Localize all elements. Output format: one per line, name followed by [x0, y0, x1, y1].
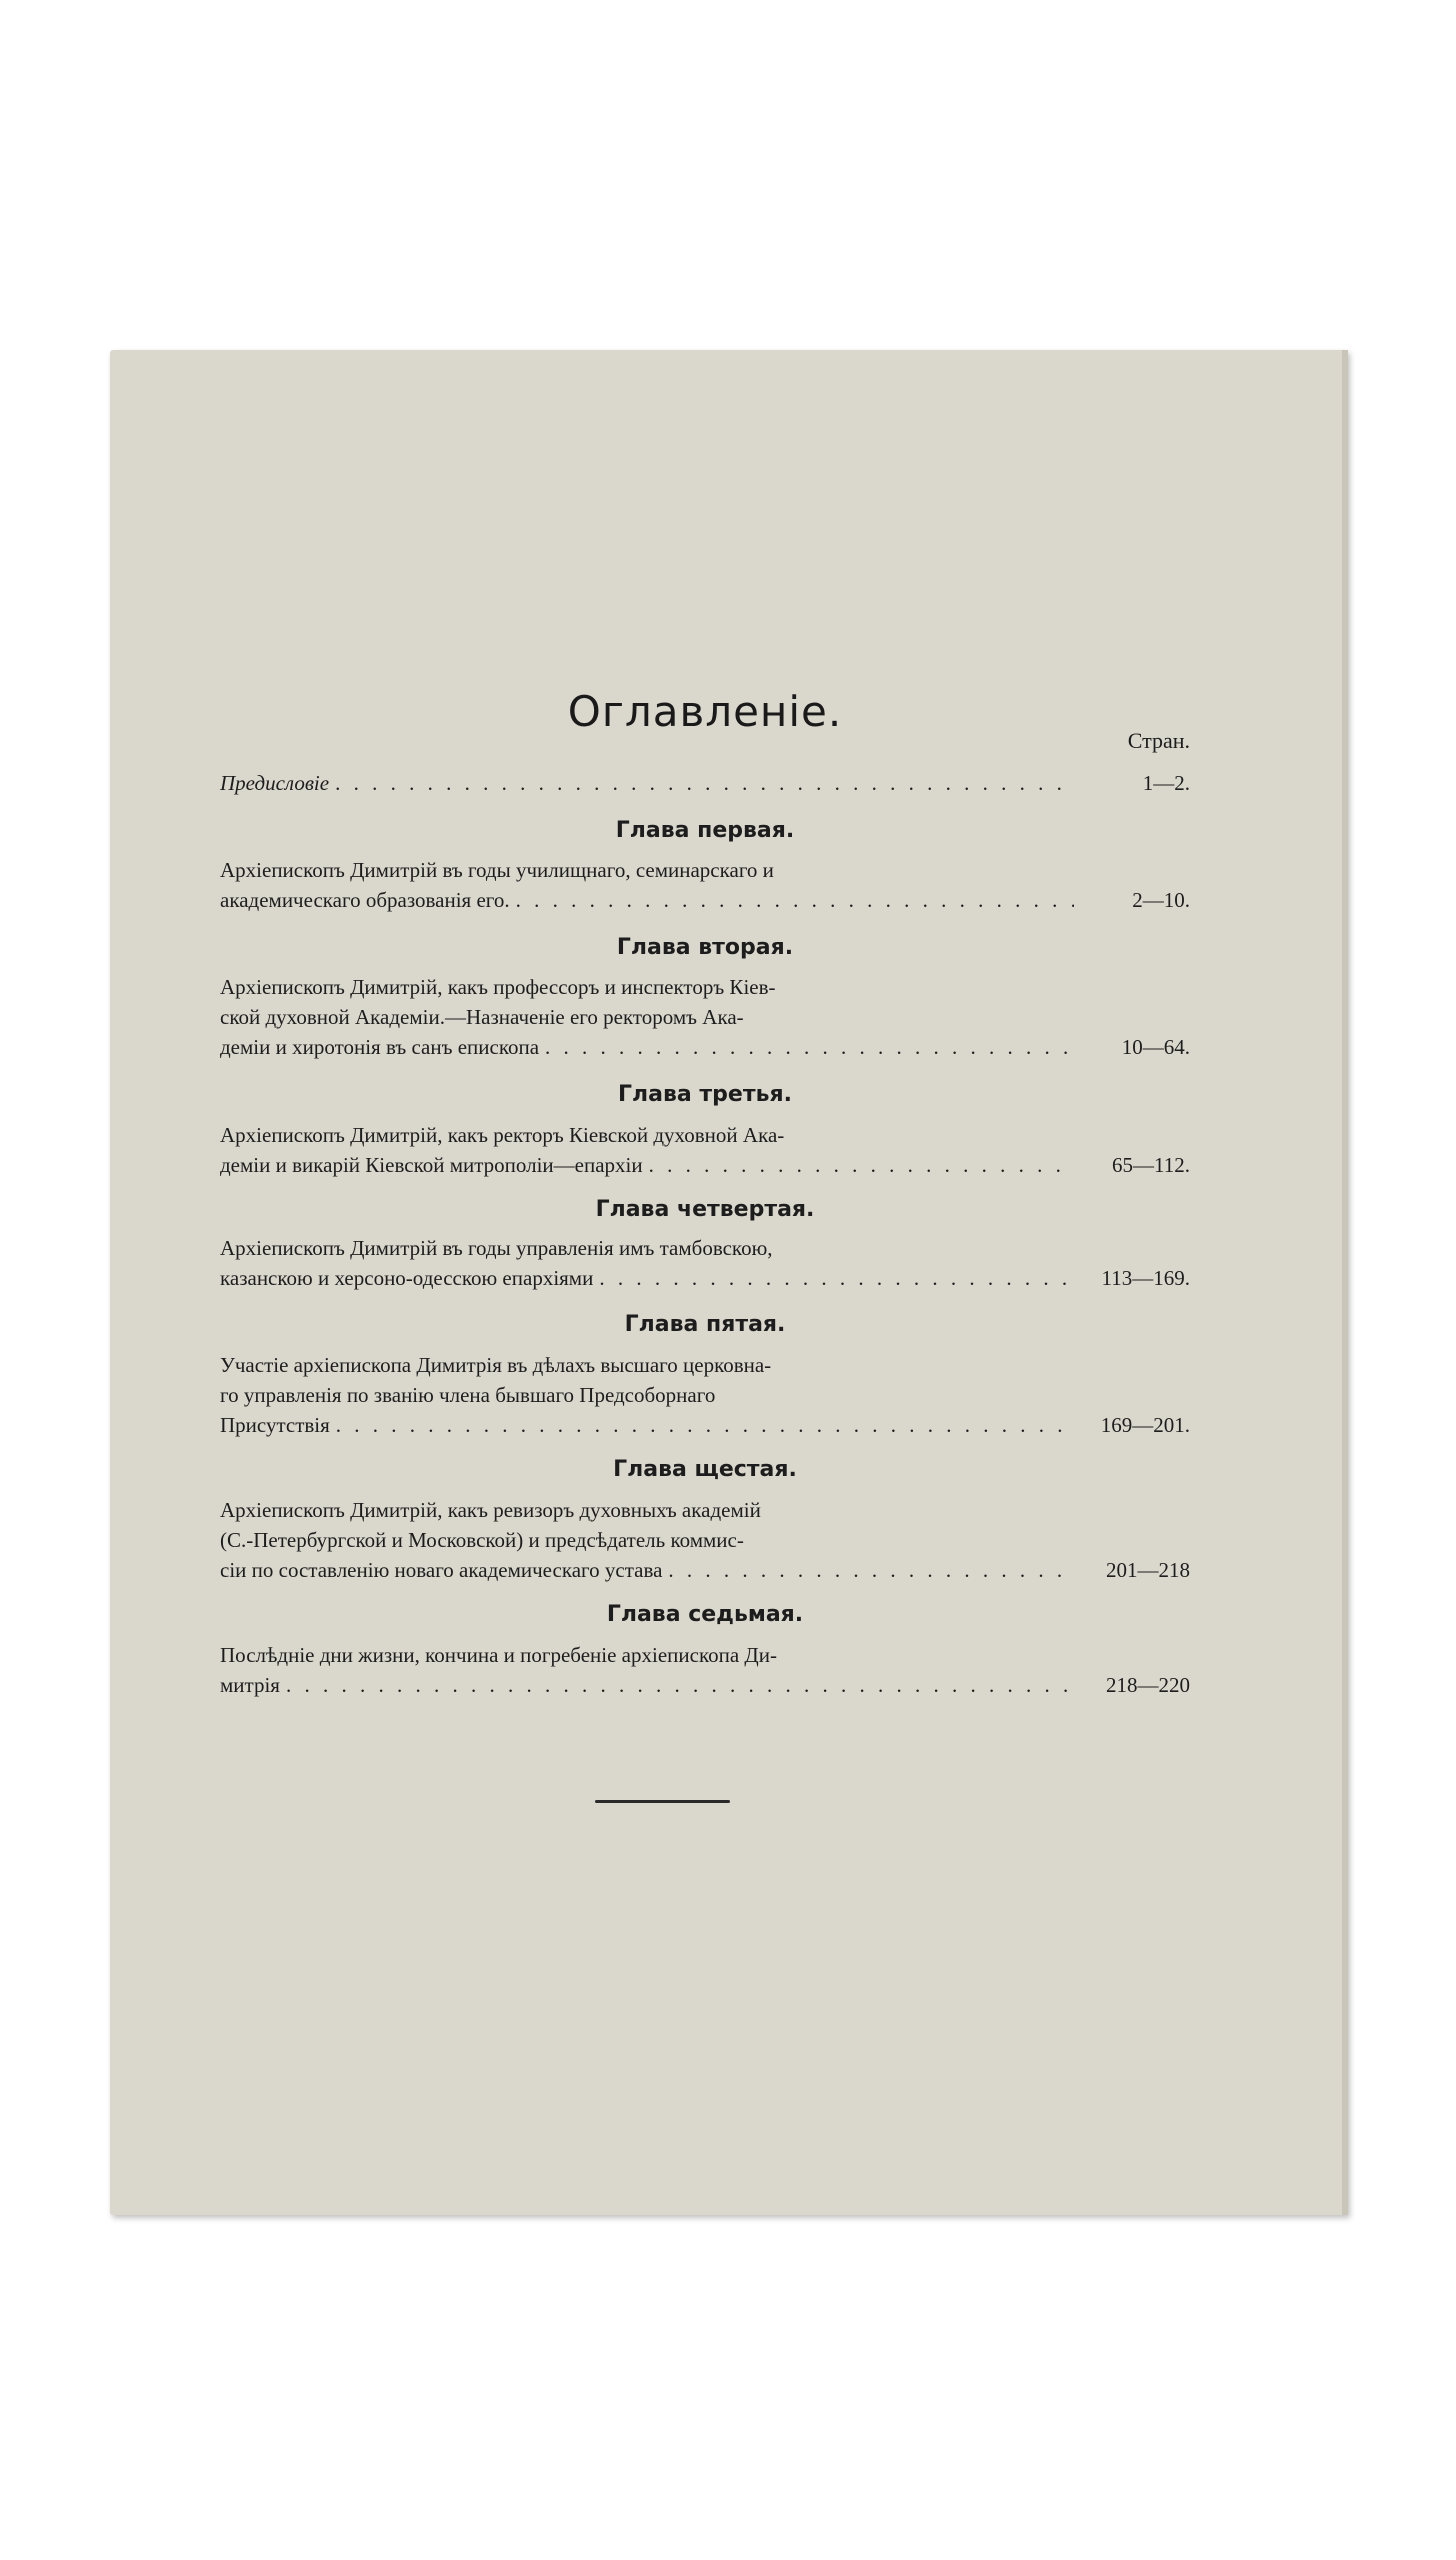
- chapter-heading: Глава первая.: [615, 818, 795, 843]
- toc-entry: [220, 1120, 1190, 1180]
- entry-line: Архіепископъ Димитрій, какъ ректоръ Кіевской духовной Ака-: [220, 1123, 785, 1147]
- entry-line: сіи по составленію новаго академическаго устава: [220, 1558, 663, 1582]
- entry-line: митрія: [220, 1673, 280, 1697]
- entry-line: деміи и викарій Кіевской митрополіи—епархіи: [220, 1153, 643, 1177]
- entry-pages: 169—201.: [1100, 1413, 1190, 1437]
- leader-dots: [335, 768, 1074, 798]
- toc-entry: [220, 1640, 1190, 1700]
- closing-rule: [595, 1800, 730, 1803]
- toc-entry: [220, 1495, 1190, 1585]
- entry-pages: 218—220: [1106, 1673, 1190, 1697]
- entry-line: Архіепископъ Димитрій въ годы управленія имъ тамбовскою,: [220, 1236, 773, 1260]
- entry-pages: 201—218: [1106, 1558, 1190, 1582]
- page-title: Оглавленіе.: [567, 687, 843, 736]
- leader-dots: [516, 885, 1074, 915]
- chapter-heading: Глава пятая.: [624, 1312, 786, 1337]
- chapter-heading: Глава вторая.: [616, 935, 794, 960]
- entry-line: Архіепископъ Димитрій въ годы училищнаго, семинарскаго и: [220, 858, 774, 882]
- page-edge: [1342, 350, 1348, 2215]
- chapter-heading: Глава седьмая.: [606, 1602, 804, 1627]
- entry-pages: 65—112.: [1112, 1153, 1190, 1177]
- entry-pages: 113—169.: [1101, 1266, 1190, 1290]
- leader-dots: [599, 1263, 1074, 1293]
- entry-line: ской духовной Академіи.—Назначеніе его ректоромъ Ака-: [220, 1005, 744, 1029]
- entry-line: го управленія по званію члена бывшаго Предсоборнаго: [220, 1383, 716, 1407]
- entry-pages: 10—64.: [1121, 1035, 1190, 1059]
- toc-entry-preface: [220, 768, 1190, 798]
- entry-line: Послѣдніе дни жизни, кончина и погребеніе архіепископа Ди-: [220, 1643, 777, 1667]
- entry-pages: 2—10.: [1132, 888, 1190, 912]
- toc-entry: [220, 1350, 1190, 1440]
- entry-line: Архіепископъ Димитрій, какъ ревизоръ духовныхъ академій: [220, 1498, 761, 1522]
- leader-dots: [649, 1150, 1074, 1180]
- pages-column-header: Стран.: [1127, 728, 1190, 753]
- leader-dots: [336, 1410, 1074, 1440]
- leader-dots: [286, 1670, 1074, 1700]
- entry-line: академическаго образованія его.: [220, 888, 510, 912]
- entry-line: казанскою и херсоно-одесскою епархіями: [220, 1266, 594, 1290]
- chapter-heading: Глава третья.: [618, 1082, 792, 1107]
- toc-entry: [220, 972, 1190, 1062]
- toc-entry: [220, 1233, 1190, 1293]
- entry-line: Участіе архіепископа Димитрія въ дѣлахъ высшаго церковна-: [220, 1353, 772, 1377]
- chapter-heading: Глава щестая.: [613, 1457, 797, 1482]
- leader-dots: [668, 1555, 1074, 1585]
- entry-line: Архіепископъ Димитрій, какъ профессоръ и инспекторъ Кіев-: [220, 975, 776, 999]
- leader-dots: [545, 1032, 1074, 1062]
- entry-line: деміи и хиротонія въ санъ епископа: [220, 1035, 540, 1059]
- toc-entry: [220, 855, 1190, 915]
- chapter-heading: Глава четвертая.: [595, 1197, 815, 1222]
- entry-label: Предисловіе: [220, 771, 330, 795]
- entry-pages: 1—2.: [1142, 771, 1190, 795]
- entry-line: (С.-Петербургской и Московской) и предсѣдатель коммис-: [220, 1528, 744, 1552]
- entry-line: Присутствія: [220, 1413, 330, 1437]
